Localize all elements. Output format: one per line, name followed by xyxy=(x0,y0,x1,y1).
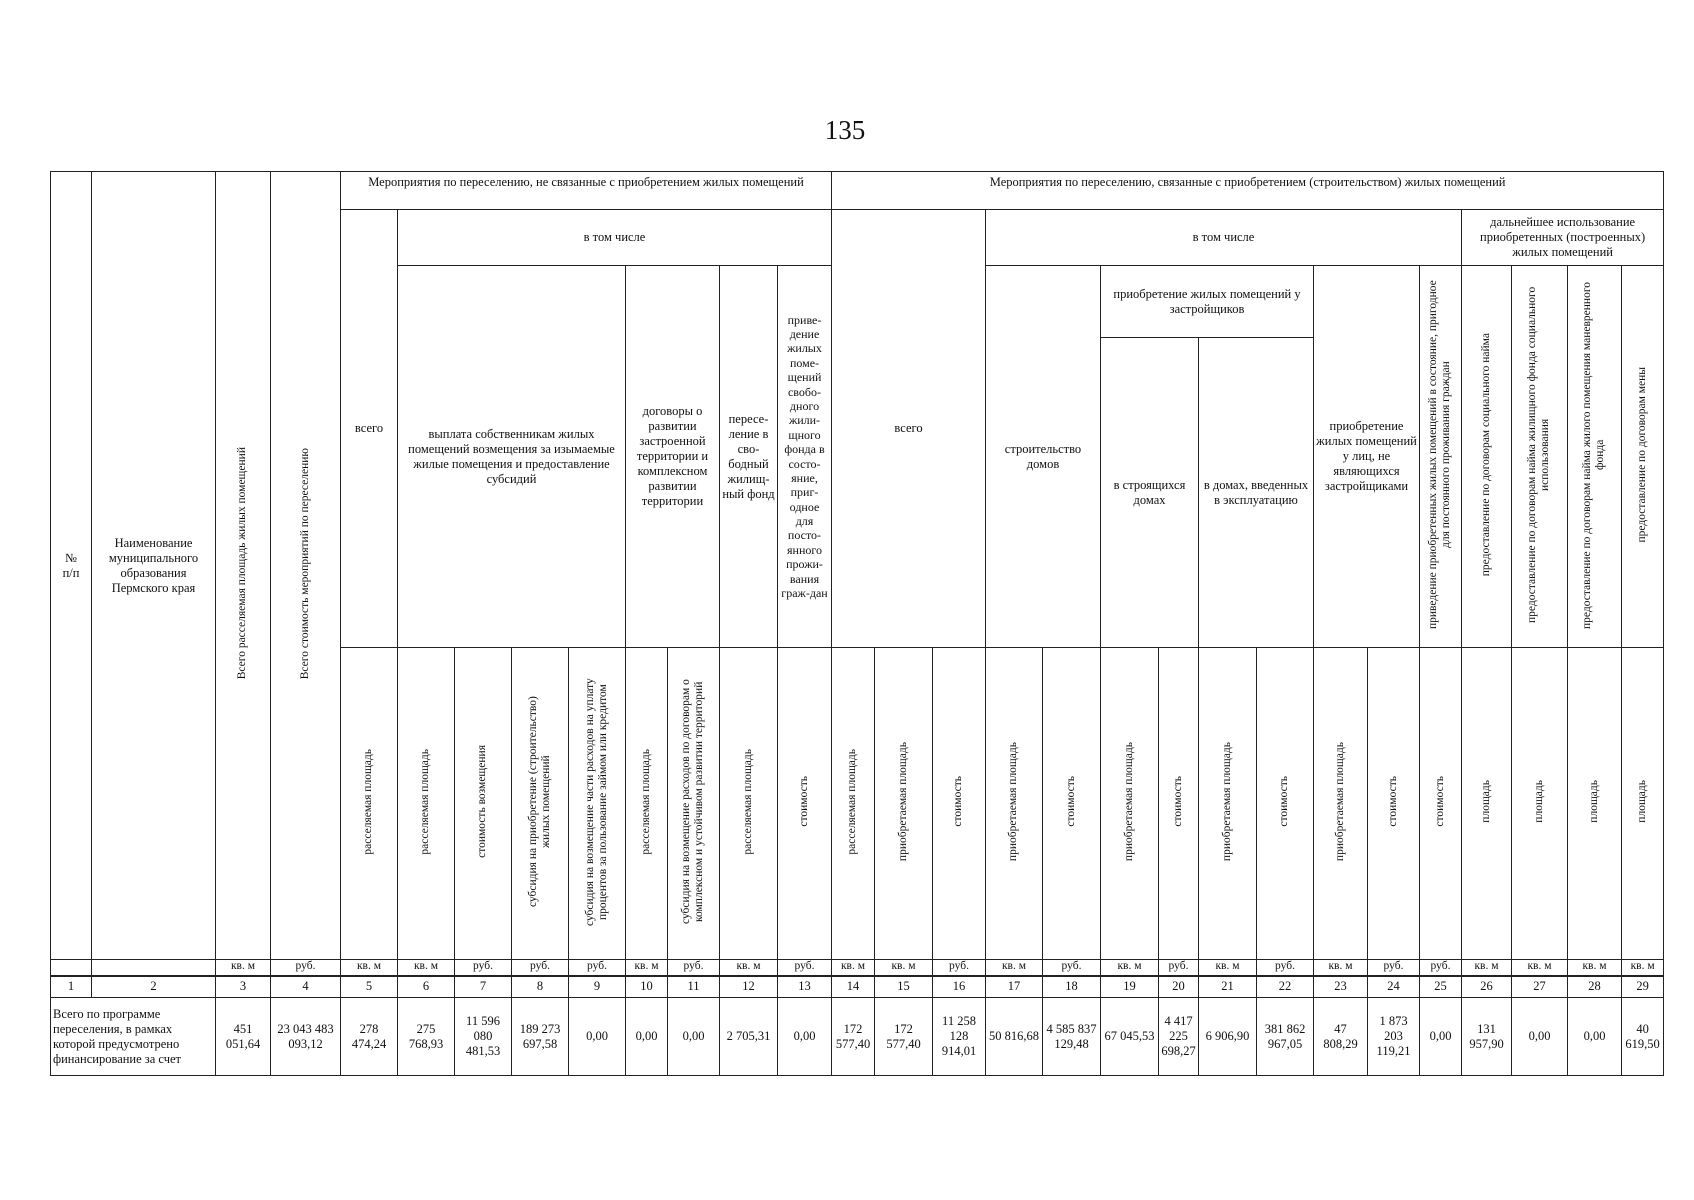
table-cell: 6 906,90 xyxy=(1199,998,1257,1076)
table-cell: 172 577,40 xyxy=(875,998,933,1076)
column-number: 10 xyxy=(626,976,668,998)
header-adaptation: приве-дение жилых поме-щений свобо-дного жили-щного фонда в состо-яние, приг-одное для посто-янного прожи-вания граж-дан xyxy=(778,266,832,648)
subheader-c8: субсидия на приобретение (строительство) жилых помещений xyxy=(512,648,569,960)
subheader-c26: площадь xyxy=(1462,648,1512,960)
table-cell: 381 862 967,05 xyxy=(1257,998,1314,1076)
table-cell: 40 619,50 xyxy=(1622,998,1664,1076)
table-cell: 0,00 xyxy=(1568,998,1622,1076)
table-cell: 67 045,53 xyxy=(1101,998,1159,1076)
unit-cell: руб. xyxy=(569,960,626,976)
column-number: 7 xyxy=(455,976,512,998)
unit-cell: кв. м xyxy=(1199,960,1257,976)
table-cell: 11 258 128 914,01 xyxy=(933,998,986,1076)
unit-cell: кв. м xyxy=(398,960,455,976)
table-cell: 278 474,24 xyxy=(341,998,398,1076)
unit-cell: кв. м xyxy=(1512,960,1568,976)
unit-cell: кв. м xyxy=(875,960,933,976)
subheader-c19: приобретаемая площадь xyxy=(1101,648,1159,960)
unit-cell: руб. xyxy=(1368,960,1420,976)
subheader-c23: приобретаемая площадь xyxy=(1314,648,1368,960)
subheader-c27: площадь xyxy=(1512,648,1568,960)
column-number: 12 xyxy=(720,976,778,998)
header-group-acquisition: Мероприятия по переселению, связанные с приобретением (строительством) жилых помещений xyxy=(832,172,1664,210)
column-number: 26 xyxy=(1462,976,1512,998)
subheader-c15: приобретаемая площадь xyxy=(875,648,933,960)
column-number: 14 xyxy=(832,976,875,998)
unit-cell: руб. xyxy=(271,960,341,976)
subheader-c14: расселяемая площадь xyxy=(832,648,875,960)
header-all-a: всего xyxy=(341,210,398,648)
table-cell: 131 957,90 xyxy=(1462,998,1512,1076)
unit-empty xyxy=(51,960,92,976)
table-cell: 0,00 xyxy=(1420,998,1462,1076)
unit-cell: кв. м xyxy=(720,960,778,976)
column-number: 17 xyxy=(986,976,1043,998)
header-bring-condition: приведение приобретенных жилых помещений в состояние, пригодное для постоянного проживания граждан xyxy=(1420,266,1462,648)
header-from-non-developers: приобретение жилых помещений у лиц, не являющихся застройщиками xyxy=(1314,266,1420,648)
subheader-c12: расселяемая площадь xyxy=(720,648,778,960)
table-cell: 0,00 xyxy=(778,998,832,1076)
unit-cell: кв. м xyxy=(341,960,398,976)
header-num: № п/п xyxy=(51,172,92,960)
table-cell: 189 273 697,58 xyxy=(512,998,569,1076)
column-number: 9 xyxy=(569,976,626,998)
subheader-c10: расселяемая площадь xyxy=(626,648,668,960)
table-cell: 4 417 225 698,27 xyxy=(1159,998,1199,1076)
unit-cell: кв. м xyxy=(1314,960,1368,976)
header-from-developers: приобретение жилых помещений у застройщиков xyxy=(1101,266,1314,338)
column-number: 3 xyxy=(216,976,271,998)
column-number: 1 xyxy=(51,976,92,998)
column-number: 5 xyxy=(341,976,398,998)
resettlement-table-wrapper xyxy=(50,171,1664,1076)
table-cell: 275 768,93 xyxy=(398,998,455,1076)
column-number: 23 xyxy=(1314,976,1368,998)
unit-cell: руб. xyxy=(778,960,832,976)
column-number: 2 xyxy=(92,976,216,998)
subheader-c7: стоимость возмещения xyxy=(455,648,512,960)
column-number: 8 xyxy=(512,976,569,998)
subheader-c11: субсидия на возмещение расходов по договорам о комплексном и устойчивом развитии территорий xyxy=(668,648,720,960)
header-social-use-rent: предоставление по договорам найма жилищного фонда социального использования xyxy=(1512,266,1568,648)
column-number: 27 xyxy=(1512,976,1568,998)
header-municipality: Наименование муниципального образования Пермского края xyxy=(92,172,216,960)
column-number: 16 xyxy=(933,976,986,998)
subheader-c9: субсидия на возмещение части расходов на уплату процентов за пользование займом или кредитом xyxy=(569,648,626,960)
header-in-construction: в строящихся домах xyxy=(1101,338,1199,648)
header-social-rent: предоставление по договорам социального найма xyxy=(1462,266,1512,648)
unit-cell: кв. м xyxy=(986,960,1043,976)
table-cell: 0,00 xyxy=(668,998,720,1076)
subheader-c5: расселяемая площадь xyxy=(341,648,398,960)
table-cell: 0,00 xyxy=(626,998,668,1076)
unit-cell: руб. xyxy=(668,960,720,976)
column-number: 29 xyxy=(1622,976,1664,998)
resettlement-table xyxy=(50,171,1664,1076)
unit-cell: кв. м xyxy=(216,960,271,976)
subheader-c20: стоимость xyxy=(1159,648,1199,960)
subheader-c6: расселяемая площадь xyxy=(398,648,455,960)
column-number: 4 xyxy=(271,976,341,998)
subheader-c16: стоимость xyxy=(933,648,986,960)
header-payout: выплата собственникам жилых помещений возмещения за изымаемые жилые помещения и предоставление субсидий xyxy=(398,266,626,648)
page-number: 135 xyxy=(824,115,866,145)
unit-cell: руб. xyxy=(1257,960,1314,976)
table-cell: 50 816,68 xyxy=(986,998,1043,1076)
header-resettle-free: пересе-ление в сво-бодный жилищ-ный фонд xyxy=(720,266,778,648)
column-number: 18 xyxy=(1043,976,1101,998)
column-number: 20 xyxy=(1159,976,1199,998)
subheader-c25: стоимость xyxy=(1420,648,1462,960)
table-cell: 2 705,31 xyxy=(720,998,778,1076)
unit-empty xyxy=(92,960,216,976)
table-cell: 0,00 xyxy=(1512,998,1568,1076)
subheader-c29: площадь xyxy=(1622,648,1664,960)
header-further-use: дальнейшее использование приобретенных (построенных) жилых помещений xyxy=(1462,210,1664,266)
row-label: Всего по программе переселения, в рамках которой предусмотрено финансирование за счет xyxy=(51,998,216,1076)
header-total-area: Всего расселяемая площадь жилых помещений xyxy=(216,172,271,960)
column-number: 28 xyxy=(1568,976,1622,998)
header-exchange: предоставление по договорам мены xyxy=(1622,266,1664,648)
subheader-c17: приобретаемая площадь xyxy=(986,648,1043,960)
unit-cell: кв. м xyxy=(1568,960,1622,976)
unit-cell: кв. м xyxy=(1462,960,1512,976)
header-group-not-acquisition: Мероприятия по переселению, не связанные с приобретением жилых помещений xyxy=(341,172,832,210)
unit-cell: руб. xyxy=(933,960,986,976)
header-all-b: всего xyxy=(832,210,986,648)
table-cell: 23 043 483 093,12 xyxy=(271,998,341,1076)
table-cell: 47 808,29 xyxy=(1314,998,1368,1076)
header-in-operation: в домах, введенных в эксплуатацию xyxy=(1199,338,1314,648)
subheader-c22: стоимость xyxy=(1257,648,1314,960)
unit-cell: кв. м xyxy=(1622,960,1664,976)
unit-cell: руб. xyxy=(512,960,569,976)
unit-cell: руб. xyxy=(1043,960,1101,976)
header-construction: строительство домов xyxy=(986,266,1101,648)
column-number: 22 xyxy=(1257,976,1314,998)
subheader-c24: стоимость xyxy=(1368,648,1420,960)
unit-cell: кв. м xyxy=(626,960,668,976)
column-number: 21 xyxy=(1199,976,1257,998)
table-cell: 1 873 203 119,21 xyxy=(1368,998,1420,1076)
column-number: 24 xyxy=(1368,976,1420,998)
subheader-c18: стоимость xyxy=(1043,648,1101,960)
subheader-c13: стоимость xyxy=(778,648,832,960)
subheader-c21: приобретаемая площадь xyxy=(1199,648,1257,960)
column-number: 11 xyxy=(668,976,720,998)
subheader-c28: площадь xyxy=(1568,648,1622,960)
header-total-cost: Всего стоимость мероприятий по переселению xyxy=(271,172,341,960)
column-number: 25 xyxy=(1420,976,1462,998)
table-cell: 451 051,64 xyxy=(216,998,271,1076)
header-maneuver-rent: предоставление по договорам найма жилого помещения маневренного фонда xyxy=(1568,266,1622,648)
column-number: 6 xyxy=(398,976,455,998)
unit-cell: кв. м xyxy=(1101,960,1159,976)
unit-cell: руб. xyxy=(1159,960,1199,976)
unit-cell: руб. xyxy=(455,960,512,976)
unit-cell: руб. xyxy=(1420,960,1462,976)
table-cell: 11 596 080 481,53 xyxy=(455,998,512,1076)
table-cell: 172 577,40 xyxy=(832,998,875,1076)
table-cell: 0,00 xyxy=(569,998,626,1076)
header-incl-b: в том числе xyxy=(986,210,1462,266)
header-incl-a: в том числе xyxy=(398,210,832,266)
unit-cell: кв. м xyxy=(832,960,875,976)
table-cell: 4 585 837 129,48 xyxy=(1043,998,1101,1076)
header-contracts: договоры о развитии застроенной территории и комплексном развитии территории xyxy=(626,266,720,648)
column-number: 13 xyxy=(778,976,832,998)
column-number: 19 xyxy=(1101,976,1159,998)
column-number: 15 xyxy=(875,976,933,998)
